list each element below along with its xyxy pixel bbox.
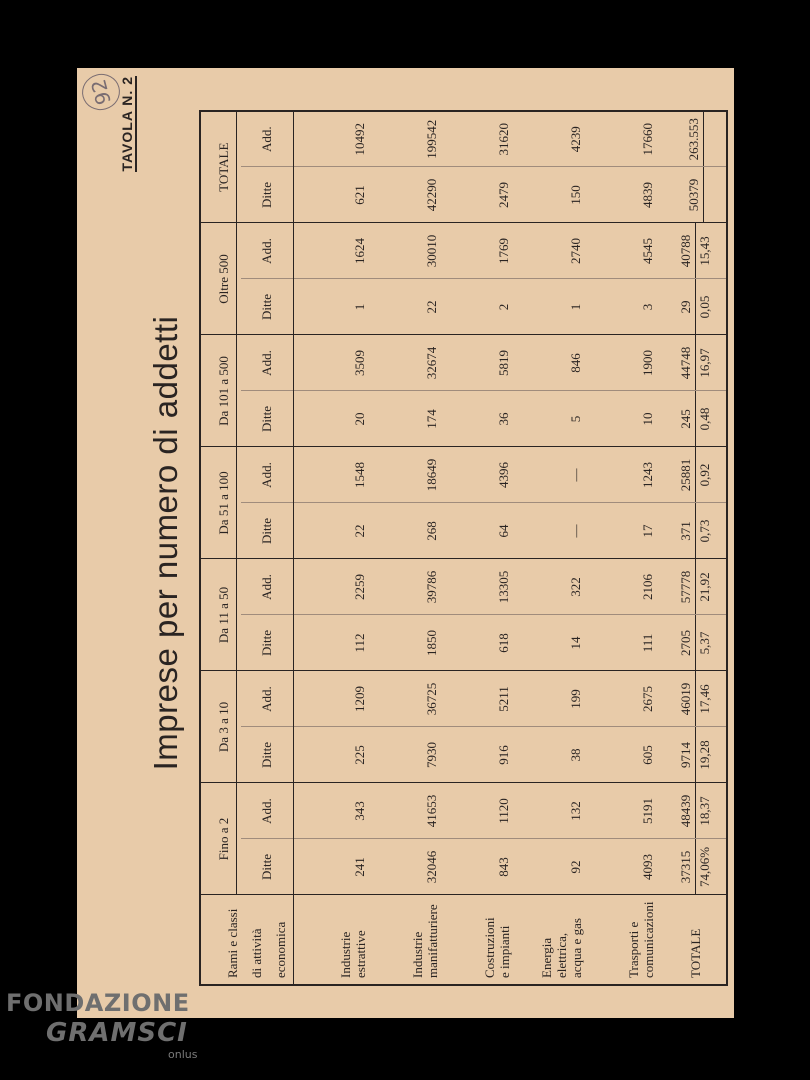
group-header: Da 3 a 10 [200, 671, 241, 783]
table-cell: 92 [520, 839, 592, 895]
row-label-line: e impianti [497, 925, 512, 978]
total-value: 48439 [678, 784, 696, 839]
total-label: TOTALE [687, 928, 703, 978]
table-cell: 112 [294, 615, 377, 671]
group-header: Da 11 a 50 [200, 559, 241, 671]
table-cell: 2675 [592, 671, 664, 727]
total-value: 37315 [678, 840, 696, 895]
total-cell [664, 615, 727, 671]
table-cell: 31620 [448, 111, 520, 167]
table-cell: 17 [592, 503, 664, 559]
table-cell: 22 [294, 503, 377, 559]
table-cell: 4239 [520, 111, 592, 167]
total-value: 46019 [678, 672, 696, 727]
table-cell: 22 [376, 279, 448, 335]
table-cell: 5211 [448, 671, 520, 727]
total-value: 371 [678, 503, 696, 558]
row-label [376, 895, 448, 985]
page-number: 92 [78, 70, 124, 115]
group-header-row [200, 111, 241, 985]
table-cell: 7930 [376, 727, 448, 783]
table-cell: 605 [592, 727, 664, 783]
page-title: Imprese per numero di addetti [147, 315, 184, 771]
table-cell: 225 [294, 727, 377, 783]
table-cell: 10 [592, 391, 664, 447]
table-cell: 4839 [592, 167, 664, 223]
group-header: Da 51 a 100 [200, 447, 241, 559]
sub-header-row [241, 111, 294, 985]
total-value: 57778 [678, 559, 696, 614]
table-cell: 30010 [376, 223, 448, 279]
table-cell: 241 [294, 839, 377, 895]
total-cell [664, 671, 727, 727]
row-header-line: di attività [249, 928, 264, 978]
table-cell: 13305 [448, 559, 520, 615]
table-cell: 36 [448, 391, 520, 447]
row-header-line: Rami e classi [225, 908, 240, 978]
total-percent: 15,43 [696, 236, 712, 266]
table-cell: 846 [520, 335, 592, 391]
table-cell: 268 [376, 503, 448, 559]
sub-header-ditte: Ditte [241, 391, 294, 447]
table-cell: 17660 [592, 111, 664, 167]
row-header [200, 895, 294, 985]
total-value: 2705 [678, 616, 696, 671]
table-cell: 2106 [592, 559, 664, 615]
total-percent: 19,28 [696, 740, 712, 770]
table-cell: 199 [520, 671, 592, 727]
table-cell: 3509 [294, 335, 377, 391]
table-cell: 2740 [520, 223, 592, 279]
table-cell: 14 [520, 615, 592, 671]
rotated-content [77, 68, 734, 1018]
table-cell: 111 [592, 615, 664, 671]
sub-header-add: Add. [241, 335, 294, 391]
total-percent: 17,46 [696, 684, 712, 714]
table-cell: 5191 [592, 783, 664, 839]
watermark-line3: onlus [168, 1048, 198, 1061]
total-cell [664, 279, 727, 335]
sub-header-ditte: Ditte [241, 167, 294, 223]
table-cell: 174 [376, 391, 448, 447]
sub-header-add: Add. [241, 671, 294, 727]
total-percent: 0,92 [696, 463, 712, 487]
group-header: Da 101 a 500 [200, 335, 241, 447]
total-cell [664, 559, 727, 615]
table-cell: 3 [592, 279, 664, 335]
table-row [294, 111, 377, 985]
table-cell: 1 [294, 279, 377, 335]
row-label-line: comunicazioni [641, 901, 656, 978]
total-percent: 5,37 [696, 631, 712, 655]
table-cell: 20 [294, 391, 377, 447]
group-header: TOTALE [200, 111, 241, 223]
table-body [294, 111, 728, 985]
row-label-line: Industrie estrattive [338, 930, 368, 978]
total-cell [664, 335, 727, 391]
table-cell: 1624 [294, 223, 377, 279]
table-cell: 621 [294, 167, 377, 223]
sub-header-add: Add. [241, 223, 294, 279]
table-cell: 1209 [294, 671, 377, 727]
total-cell [664, 167, 727, 223]
table-cell: 199542 [376, 111, 448, 167]
table-cell: 4396 [448, 447, 520, 503]
total-cell [664, 783, 727, 839]
watermark-line1: FONDAZIONE [6, 989, 190, 1017]
sub-header-add: Add. [241, 111, 294, 167]
table-cell: 5 [520, 391, 592, 447]
table-cell: 2479 [448, 167, 520, 223]
table-number: TAVOLA N. 2 [119, 76, 135, 172]
total-cell [664, 503, 727, 559]
row-label-line: Costruzioni [482, 917, 497, 978]
total-row [664, 111, 727, 985]
row-label [592, 895, 664, 985]
table-cell: 5819 [448, 335, 520, 391]
sub-header-ditte: Ditte [241, 615, 294, 671]
total-percent: 21,92 [696, 572, 712, 602]
total-cell [664, 391, 727, 447]
table-cell: 1900 [592, 335, 664, 391]
table-cell: 150 [520, 167, 592, 223]
table-cell: 1769 [448, 223, 520, 279]
total-value: 50379 [686, 167, 704, 222]
sub-header-ditte: Ditte [241, 839, 294, 895]
total-percent: 0,73 [696, 519, 712, 543]
document-page [77, 68, 734, 1018]
total-percent: 18,37 [696, 796, 712, 826]
row-header-line: economica [273, 921, 288, 978]
table-cell: 42290 [376, 167, 448, 223]
total-cell [664, 727, 727, 783]
total-percent: 0,48 [696, 407, 712, 431]
table-cell: 39786 [376, 559, 448, 615]
table-cell: 10492 [294, 111, 377, 167]
sub-header-ditte: Ditte [241, 727, 294, 783]
table-cell: 1548 [294, 447, 377, 503]
sub-header-add: Add. [241, 559, 294, 615]
total-cell [664, 111, 727, 167]
table-cell: 322 [520, 559, 592, 615]
row-label-line: Trasporti e [626, 921, 641, 978]
row-label [448, 895, 520, 985]
sub-header-ditte: Ditte [241, 503, 294, 559]
table-cell: 38 [520, 727, 592, 783]
table-row [376, 111, 448, 985]
group-header: Oltre 500 [200, 223, 241, 335]
sub-header-add: Add. [241, 783, 294, 839]
table-cell: 1120 [448, 783, 520, 839]
total-cell [664, 839, 727, 895]
table-cell: 4093 [592, 839, 664, 895]
table-cell: 343 [294, 783, 377, 839]
table-cell: 1243 [592, 447, 664, 503]
table-cell: 41653 [376, 783, 448, 839]
table-cell: 1850 [376, 615, 448, 671]
total-percent: 0,05 [696, 295, 712, 319]
row-label-line: manifatturiere [425, 904, 440, 978]
table-row [592, 111, 664, 985]
table-cell: 32046 [376, 839, 448, 895]
table-cell: 843 [448, 839, 520, 895]
table-cell: 916 [448, 727, 520, 783]
total-value: 263.553 [686, 112, 704, 167]
table-cell: 2259 [294, 559, 377, 615]
total-cell [664, 447, 727, 503]
table-cell: — [520, 503, 592, 559]
total-value: 29 [678, 279, 696, 334]
total-cell [664, 223, 727, 279]
total-value: 40788 [678, 223, 696, 278]
table-cell: 32674 [376, 335, 448, 391]
row-label-line: Industrie [410, 931, 425, 978]
total-percent: 74,06% [696, 846, 712, 888]
table-cell: 2 [448, 279, 520, 335]
total-value: 9714 [678, 728, 696, 783]
total-value: 245 [678, 391, 696, 446]
total-value: 44748 [678, 335, 696, 390]
table-cell: 132 [520, 783, 592, 839]
total-value: 25881 [678, 447, 696, 502]
table-cell: 1 [520, 279, 592, 335]
watermark-logo [6, 989, 198, 1061]
table-cell: 18649 [376, 447, 448, 503]
sub-header-ditte: Ditte [241, 279, 294, 335]
total-percent: 16,97 [696, 348, 712, 378]
table-row [448, 111, 520, 985]
sub-header-add: Add. [241, 447, 294, 503]
table-cell: 36725 [376, 671, 448, 727]
table-cell: 64 [448, 503, 520, 559]
data-table [199, 110, 728, 986]
row-label [294, 895, 377, 985]
table-cell: — [520, 447, 592, 503]
row-label-line: Energia elettrica, [539, 932, 569, 978]
table-cell: 4545 [592, 223, 664, 279]
group-header: Fino a 2 [200, 783, 241, 895]
watermark-line2: GRAMSCI [46, 1018, 188, 1048]
table-row [520, 111, 592, 985]
table-cell: 618 [448, 615, 520, 671]
row-label [520, 895, 592, 985]
row-label-line: acqua e gas [569, 918, 584, 978]
